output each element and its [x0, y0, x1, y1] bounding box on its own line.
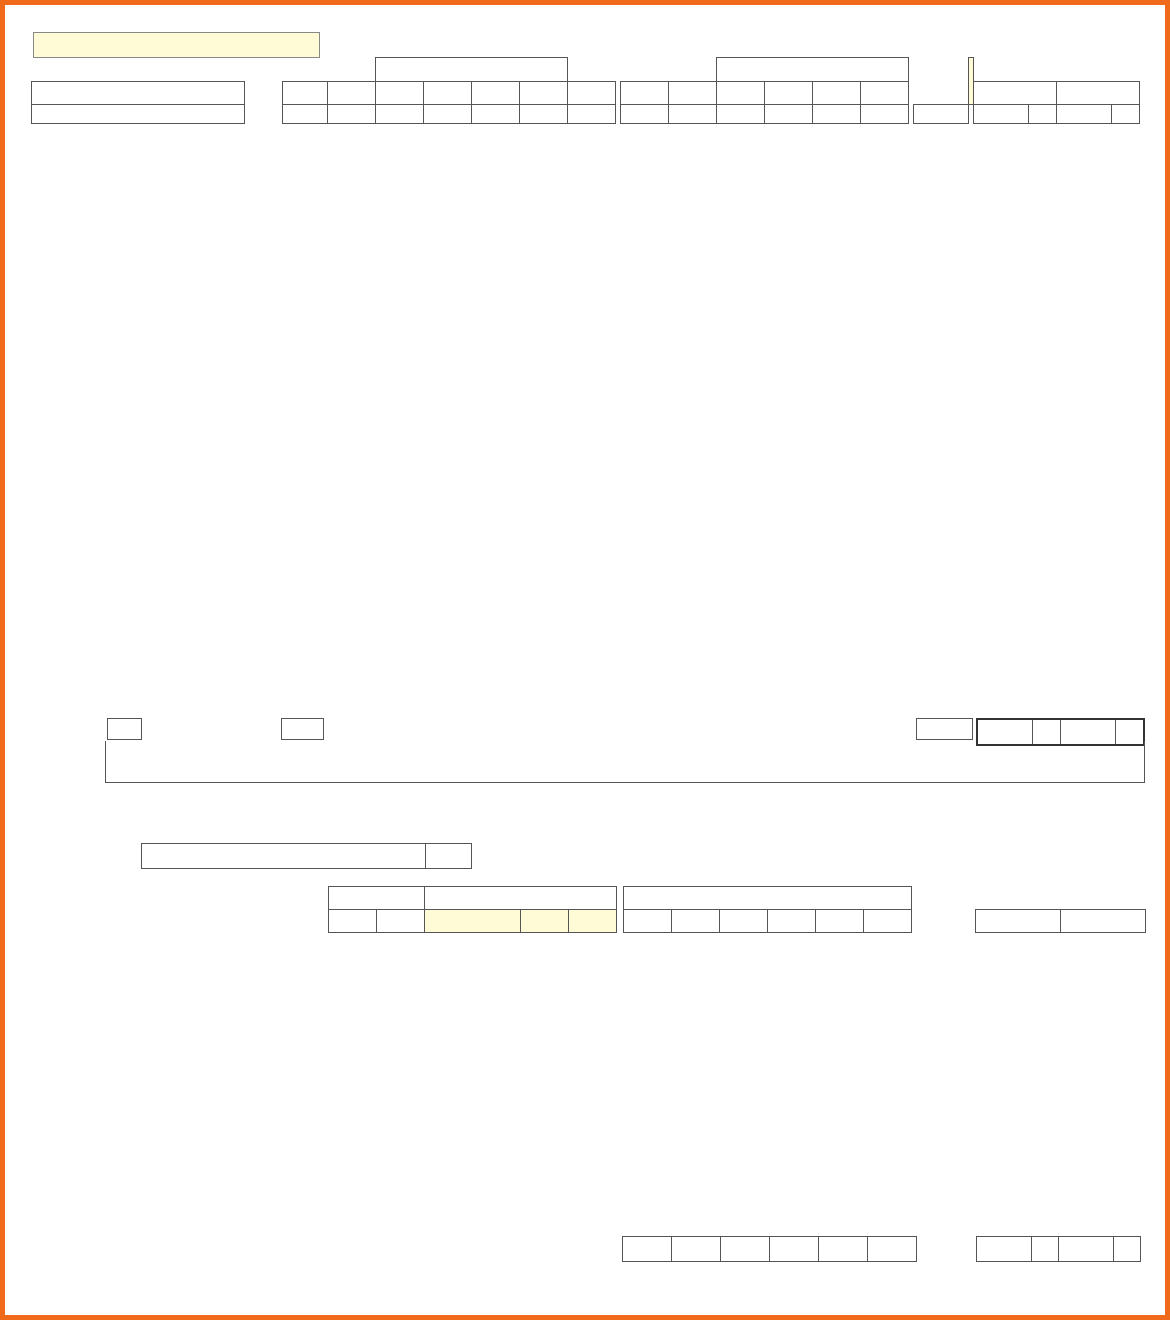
total-ku — [819, 1237, 868, 1262]
std-header — [283, 82, 328, 105]
s1-von2-header — [472, 82, 520, 105]
opt-a-header — [768, 910, 816, 933]
vertrags-label — [283, 58, 328, 82]
s2-start-header — [669, 82, 717, 105]
sum-ueberstunde-header — [976, 910, 1061, 933]
s1-start-header — [376, 82, 424, 105]
total-au — [868, 1237, 917, 1262]
date-header — [32, 82, 245, 105]
actual-std-header — [521, 910, 569, 933]
stunden-header — [1029, 58, 1146, 82]
opt-u-header — [624, 910, 672, 933]
s2-end-header — [813, 82, 861, 105]
total-abn — [1114, 1237, 1141, 1262]
total-b — [721, 1237, 770, 1262]
opt-au-header — [864, 910, 912, 933]
ueberstunde-header — [974, 82, 1057, 105]
opt-ku-header — [816, 910, 864, 933]
employee-name-field[interactable] — [33, 32, 320, 58]
opt-b-header — [720, 910, 768, 933]
extra-options-header — [624, 887, 912, 910]
total-ue — [977, 1237, 1032, 1262]
actual-tage-header — [425, 910, 521, 933]
average-daily-time — [425, 843, 472, 869]
total-a — [770, 1237, 819, 1262]
actual-header — [425, 887, 617, 910]
partial-results-box — [105, 741, 1145, 783]
opt-f-header — [672, 910, 720, 933]
hours-summary-totals — [976, 1236, 1141, 1262]
s1-bis2-header — [568, 82, 616, 105]
abwesenheit-header — [1057, 82, 1140, 105]
vertrag-std-header — [377, 910, 425, 933]
standard1-header — [376, 58, 568, 82]
s2-bis2-header — [861, 82, 909, 105]
standard2-header — [717, 58, 909, 82]
s2-von-header — [621, 82, 669, 105]
s1-bis-header — [424, 82, 472, 105]
total-ab — [1059, 1237, 1114, 1262]
attendance-table — [31, 57, 1145, 124]
s1-end-header — [520, 82, 568, 105]
sum-abwesenheit-header — [1061, 910, 1146, 933]
summary-name-field — [141, 843, 426, 869]
s2-von2-header — [765, 82, 813, 105]
s2-bis-header — [717, 82, 765, 105]
vertrag-tage-header — [329, 910, 377, 933]
summary-table — [165, 886, 1146, 933]
total-f — [672, 1237, 721, 1262]
total-u — [623, 1237, 672, 1262]
extra-header — [245, 82, 279, 105]
options-totals — [622, 1236, 917, 1262]
total-uen — [1032, 1237, 1059, 1262]
s1-von-header — [328, 82, 376, 105]
diff-header — [569, 910, 617, 933]
contract-hours-total — [281, 718, 324, 740]
selected-count — [107, 718, 142, 740]
realtime-sum — [916, 718, 973, 740]
vertrag-header — [329, 887, 425, 910]
timesheet-canvas — [5, 5, 1165, 1315]
